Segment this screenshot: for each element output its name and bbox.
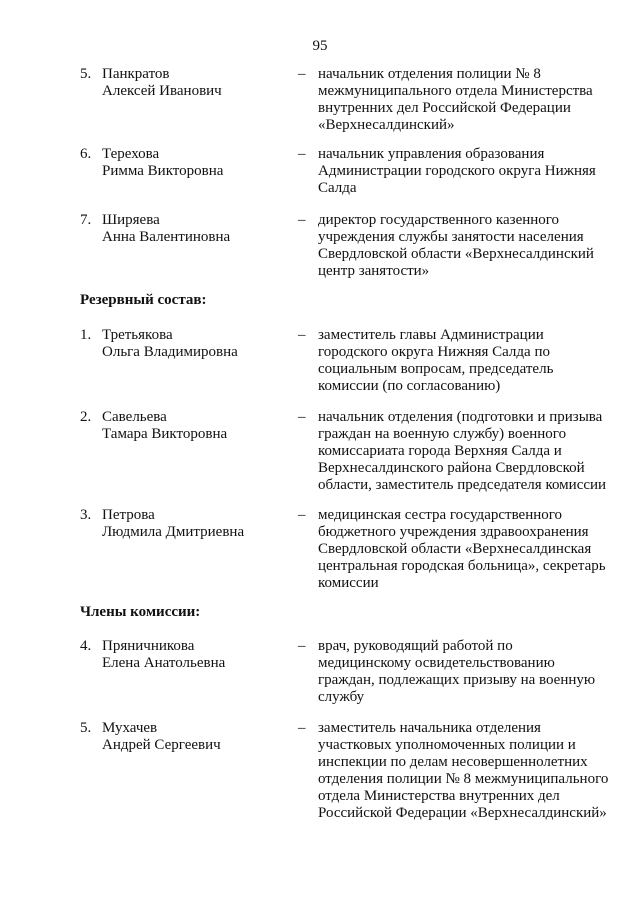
person-name bbox=[102, 212, 282, 246]
given-names: Алексей Иванович bbox=[102, 83, 222, 99]
role-line: отделения полиции № 8 межмуниципального bbox=[318, 771, 609, 787]
position-description bbox=[318, 212, 618, 280]
role-line: Верхнесалдинского района Свердловской bbox=[318, 460, 585, 476]
role-line: комиссариата города Верхняя Салда и bbox=[318, 443, 562, 459]
entry-number: 5. bbox=[80, 66, 92, 82]
given-names: Ольга Владимировна bbox=[102, 344, 238, 360]
given-names: Людмила Дмитриевна bbox=[102, 524, 245, 540]
role-line: врач, руководящий работой по bbox=[318, 638, 513, 654]
person-name bbox=[102, 638, 282, 672]
role-line: Российской Федерации «Верхнесалдинский» bbox=[318, 805, 607, 821]
role-line: граждан на военную службу) военного bbox=[318, 426, 567, 442]
dash: – bbox=[298, 146, 306, 162]
role-line: службу bbox=[318, 689, 365, 705]
role-line: начальник отделения полиции № 8 bbox=[318, 66, 541, 82]
surname: Третьякова bbox=[102, 327, 173, 343]
dash: – bbox=[298, 638, 306, 654]
role-line: отдела Министерства внутренних дел bbox=[318, 788, 560, 804]
entry-number: 3. bbox=[80, 507, 92, 523]
role-line: начальник управления образования bbox=[318, 146, 545, 162]
role-line: бюджетного учреждения здравоохранения bbox=[318, 524, 589, 540]
role-line: центральная городская больница», секретарь bbox=[318, 558, 606, 574]
surname: Терехова bbox=[102, 146, 160, 162]
person-name bbox=[102, 507, 282, 541]
given-names: Римма Викторовна bbox=[102, 163, 224, 179]
surname: Петрова bbox=[102, 507, 155, 523]
position-description bbox=[318, 409, 618, 494]
person-name bbox=[102, 66, 282, 100]
role-line: межмуниципального отдела Министерства bbox=[318, 83, 593, 99]
role-line: инспекции по делам несовершеннолетних bbox=[318, 754, 588, 770]
role-line: городского округа Нижняя Салда по bbox=[318, 344, 550, 360]
entry-number: 7. bbox=[80, 212, 92, 228]
entry-number: 1. bbox=[80, 327, 92, 343]
person-name bbox=[102, 409, 282, 443]
dash: – bbox=[298, 507, 306, 523]
role-line: Свердловской области «Верхнесалдинская bbox=[318, 541, 592, 557]
role-line: директор государственного казенного bbox=[318, 212, 560, 228]
given-names: Елена Анатольевна bbox=[102, 655, 226, 671]
role-line: центр занятости» bbox=[318, 263, 430, 279]
role-line: «Верхнесалдинский» bbox=[318, 117, 455, 133]
entry-number: 6. bbox=[80, 146, 92, 162]
position-description bbox=[318, 720, 618, 822]
page-number: 95 bbox=[312, 38, 328, 54]
dash: – bbox=[298, 409, 306, 425]
position-description bbox=[318, 146, 618, 197]
surname: Ширяева bbox=[102, 212, 160, 228]
role-line: социальным вопросам, председатель bbox=[318, 361, 554, 377]
given-names: Анна Валентиновна bbox=[102, 229, 231, 245]
role-line: начальник отделения (подготовки и призыва bbox=[318, 409, 603, 425]
role-line: внутренних дел Российской Федерации bbox=[318, 100, 571, 116]
surname: Панкратов bbox=[102, 66, 170, 82]
dash: – bbox=[298, 327, 306, 343]
role-line: заместитель главы Администрации bbox=[318, 327, 544, 343]
role-line: области, заместитель председателя комиссии bbox=[318, 477, 607, 493]
person-name bbox=[102, 327, 282, 361]
given-names: Андрей Сергеевич bbox=[102, 737, 221, 753]
position-description bbox=[318, 327, 618, 395]
surname: Мухачев bbox=[102, 720, 158, 736]
role-line: заместитель начальника отделения bbox=[318, 720, 541, 736]
dash: – bbox=[298, 212, 306, 228]
section-heading-members: Члены комиссии: bbox=[80, 604, 201, 620]
entry-number: 5. bbox=[80, 720, 92, 736]
section-heading-reserve: Резервный состав: bbox=[80, 292, 207, 308]
role-line: Салда bbox=[318, 180, 357, 196]
role-line: комиссии (по согласованию) bbox=[318, 378, 501, 394]
given-names: Тамара Викторовна bbox=[102, 426, 228, 442]
person-name bbox=[102, 720, 282, 754]
person-name bbox=[102, 146, 282, 180]
role-line: граждан, подлежащих призыву на военную bbox=[318, 672, 596, 688]
surname: Савельева bbox=[102, 409, 167, 425]
position-description bbox=[318, 66, 618, 134]
entry-number: 4. bbox=[80, 638, 92, 654]
surname: Пряничникова bbox=[102, 638, 195, 654]
entry-number: 2. bbox=[80, 409, 92, 425]
role-line: медицинская сестра государственного bbox=[318, 507, 563, 523]
role-line: учреждения службы занятости населения bbox=[318, 229, 584, 245]
dash: – bbox=[298, 66, 306, 82]
role-line: Свердловской области «Верхнесалдинский bbox=[318, 246, 594, 262]
dash: – bbox=[298, 720, 306, 736]
position-description bbox=[318, 507, 618, 592]
position-description bbox=[318, 638, 618, 706]
role-line: участковых уполномоченных полиции и bbox=[318, 737, 576, 753]
role-line: комиссии bbox=[318, 575, 379, 591]
role-line: медицинскому освидетельствованию bbox=[318, 655, 555, 671]
role-line: Администрации городского округа Нижняя bbox=[318, 163, 596, 179]
